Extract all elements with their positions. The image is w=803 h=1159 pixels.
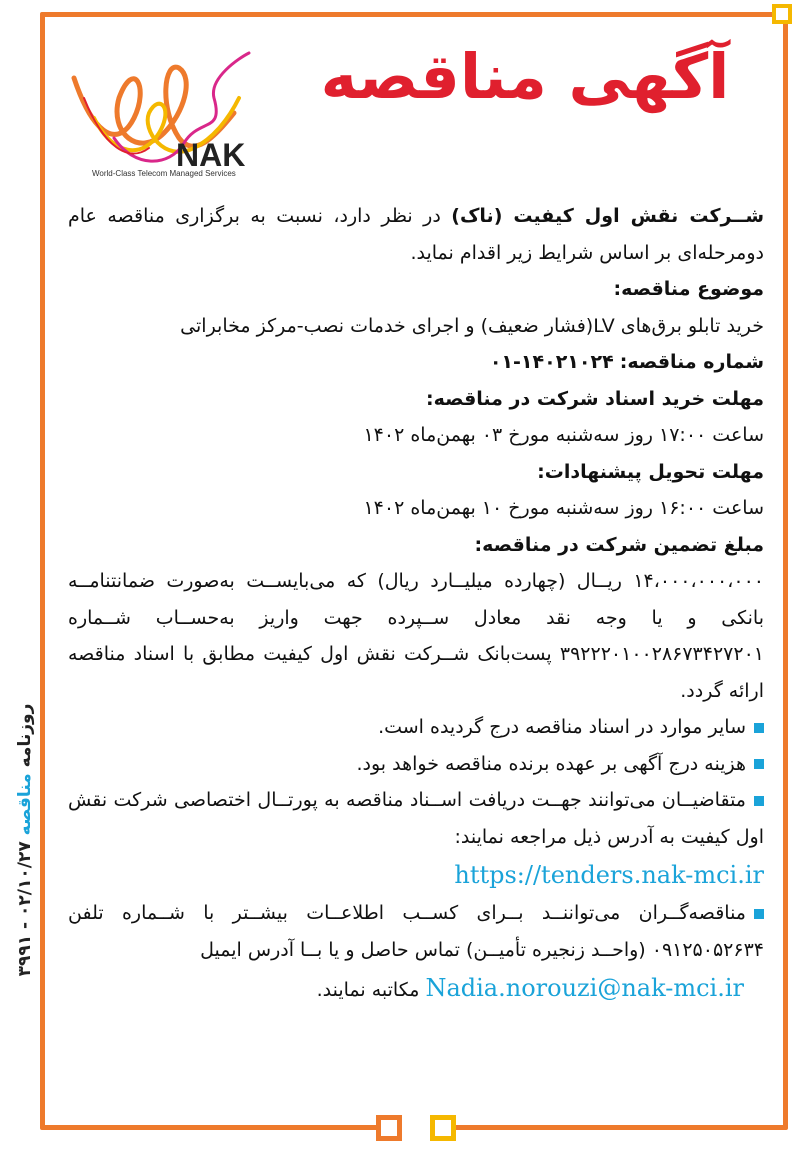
note-item: هزینه درج آگهی بر عهده برنده مناقصه خواهد بود.	[68, 746, 764, 783]
intro-paragraph	[68, 198, 764, 271]
logo-wordmark: NAK	[176, 137, 246, 173]
bullet-square-icon	[754, 759, 764, 769]
logo-tagline: World-Class Telecom Managed Services	[92, 169, 236, 178]
contact-closing: مکاتبه نمایند.	[316, 979, 420, 1001]
note-item: متقاضیــان می‌توانند جهــت دریافت اســناد مناقصه به پورتــال اختصاصی شرکت نقش اول کیفیت به آدرس ذیل مراجعه نمایند:	[68, 789, 764, 848]
guarantee-label: مبلغ تضمین شرکت در مناقصه:	[474, 533, 764, 556]
newspaper-name: روزنامه	[15, 703, 35, 768]
submission-deadline-label: مهلت تحویل پیشنهادات:	[537, 460, 764, 483]
note-item: سایر موارد در اسناد مناقصه درج گردیده است.	[68, 709, 764, 746]
tender-number-label: شماره مناقصه:	[619, 351, 764, 373]
tender-number-value: ۱۴۰۲۱۰۲۴-۰۱	[489, 351, 614, 373]
newspaper-side-label	[10, 700, 40, 980]
page-title: آگهی مناقصه	[320, 40, 730, 113]
company-name: شــرکت نقش اول کیفیت (ناک)	[451, 205, 765, 227]
contact-paragraph	[68, 895, 764, 968]
subject-value: خرید تابلو برق‌های LV(فشار ضعیف) و اجرای خدمات نصب-مرکز مخابراتی	[180, 314, 764, 337]
corner-square-decoration	[772, 4, 792, 24]
email-link[interactable]: Nadia.norouzi@nak-mci.ir	[425, 974, 744, 1002]
email-row	[68, 968, 764, 1010]
guarantee-text: ۱۴،۰۰۰،۰۰۰،۰۰۰ ریــال (چهارده میلیــارد ریال) که می‌بایســت به‌صورت ضمانتنامــه بانکی و یا وجه نقد معادل ســپرده جهت واریز به‌حســاب شــماره ۳۹۲۲۲۰۱۰۰۲۸۶۷۳۴۲۷۲۰۱ پست‌بانک شــرکت نقش اول کیفیت مطابق با اسناد مناقصه ارائه گردد.	[68, 570, 764, 702]
tender-number-row	[68, 344, 764, 381]
bottom-squares-decoration	[376, 1108, 456, 1148]
subject-label: موضوع مناقصه:	[613, 278, 764, 300]
tender-notice-body	[68, 198, 764, 1010]
submission-deadline-value: ساعت ۱۶:۰۰ روز سه‌شنبه مورخ ۱۰ بهمن‌ماه ۱۴۰۲	[363, 497, 764, 519]
orange-square	[376, 1115, 402, 1141]
yellow-square	[430, 1115, 456, 1141]
issue-date-number: ۰۲/۱۰/۲۷ - ۳۹۹۱	[15, 841, 35, 977]
portal-url-row	[68, 855, 764, 895]
bullet-square-icon	[754, 796, 764, 806]
contact-text: مناقصه‌گــران می‌تواننــد بــرای کســب اطلاعــات بیشــتر با شــماره تلفن ۰۹۱۲۵۰۵۲۶۳۴ (واحــد زنجیره تأمیــن) تماس حاصل و یا بــا آدرس ایمیل	[68, 902, 764, 961]
intro-text: در نظر دارد، نسبت به برگزاری مناقصه عام دومرحله‌ای بر اساس شرایط زیر اقدام نماید.	[68, 205, 764, 264]
portal-url-link[interactable]: https://tenders.nak-mci.ir	[454, 861, 764, 889]
bullet-square-icon	[754, 909, 764, 919]
bullet-square-icon	[754, 723, 764, 733]
purchase-deadline-label: مهلت خرید اسناد شرکت در مناقصه:	[425, 387, 764, 410]
purchase-deadline-value: ساعت ۱۷:۰۰ روز سه‌شنبه مورخ ۰۳ بهمن‌ماه ۱۴۰۲	[363, 424, 764, 446]
newspaper-brand: مناقصه	[15, 773, 35, 836]
